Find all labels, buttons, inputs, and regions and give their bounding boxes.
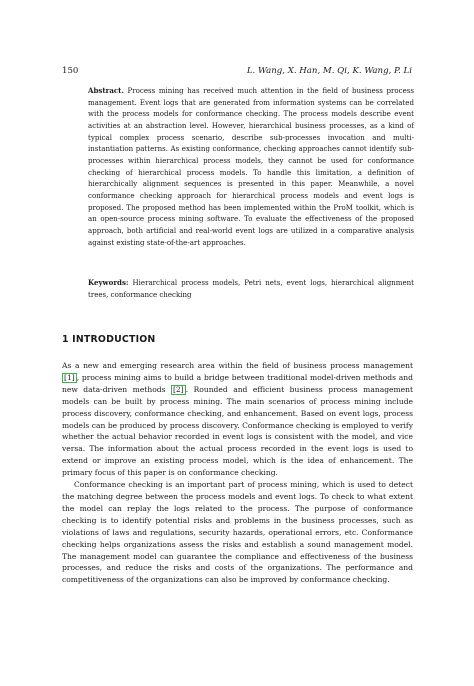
paragraph (62, 360, 413, 479)
paragraph-text: As a new and emerging research area within the field of business process management (62, 361, 413, 370)
section-heading: 1 INTRODUCTION (62, 334, 156, 345)
keywords-text: Hierarchical process models, Petri nets, event logs, hierarchical alignment trees, conformance checking (88, 278, 414, 299)
paragraph-text: , process mining aims to build a bridge between traditional model-driven methods and new data-driven methods (62, 372, 413, 394)
keywords (88, 277, 414, 300)
keywords-label: Keywords: (88, 278, 129, 287)
running-head (62, 65, 412, 77)
citation-link[interactable]: [1] (64, 372, 75, 382)
body-text (62, 360, 413, 586)
paragraph: Conformance checking is an important part of process mining, which is used to detect the matching degree between the process models and event logs. To check to what extent the model can replay the logs related to the process. The purpose of conformance checking is to identify potential risks and problems in the business processes, such as violations of laws and regulations, security hazards, operational errors, etc. Conformance checking helps organizations assess the risks and establish a sound management model. The management model can guarantee the compliance and effectiveness of the business processes, and reduce the risks and costs of the organizations. The performance and competitiveness of the organizations can also be improved by conformance checking. (62, 480, 413, 585)
abstract-text: Process mining has received much attention in the field of business process management. Event logs that are generated from information systems can be correlated with the process models for conformance checking. The process models describe event activities at an abstraction level. However, hierarchical business processes, as a kind of typical complex process scenario, describe sub-processes invocation and multi-instantiation patterns. As existing conformance, checking approaches cannot identify sub-processes within hierarchical process models, they cannot be used for conformance checking of hierarchical process models. To handle this limitation, a definition of hierarchically alignment sequences is presented in this paper. Meanwhile, a novel conformance checking approach for hierarchical process models and event logs is proposed. The proposed method has been implemented within the ProM toolkit, which is an open-source process mining software. To evaluate the effectiveness of the proposed approach, both artificial and real-world event logs are utilized in a comparative analysis against existing state-of-the-art approaches. (88, 86, 414, 247)
citation-link[interactable]: [2] (172, 384, 184, 394)
running-head-authors: L. Wang, X. Han, M. Qi, K. Wang, P. Li (246, 66, 412, 76)
page-number: 150 (62, 66, 79, 76)
paragraph-text: . Rounded and efficient business process management models can be built by process mining. The main scenarios of process mining include process discovery, conformance checking, and enhancement. Based on event logs, process models can be produced by process discovery. Conformance checking is employed to verify whether the actual behavior recorded in event logs is consistent with the model, and vice versa. The information about the actual process recorded in the event logs is used to extend or improve an existing process model, which is the idea of enhancement. The primary focus of this paper is on conformance checking. (62, 384, 414, 478)
abstract (88, 85, 414, 248)
abstract-label: Abstract. (88, 86, 124, 95)
